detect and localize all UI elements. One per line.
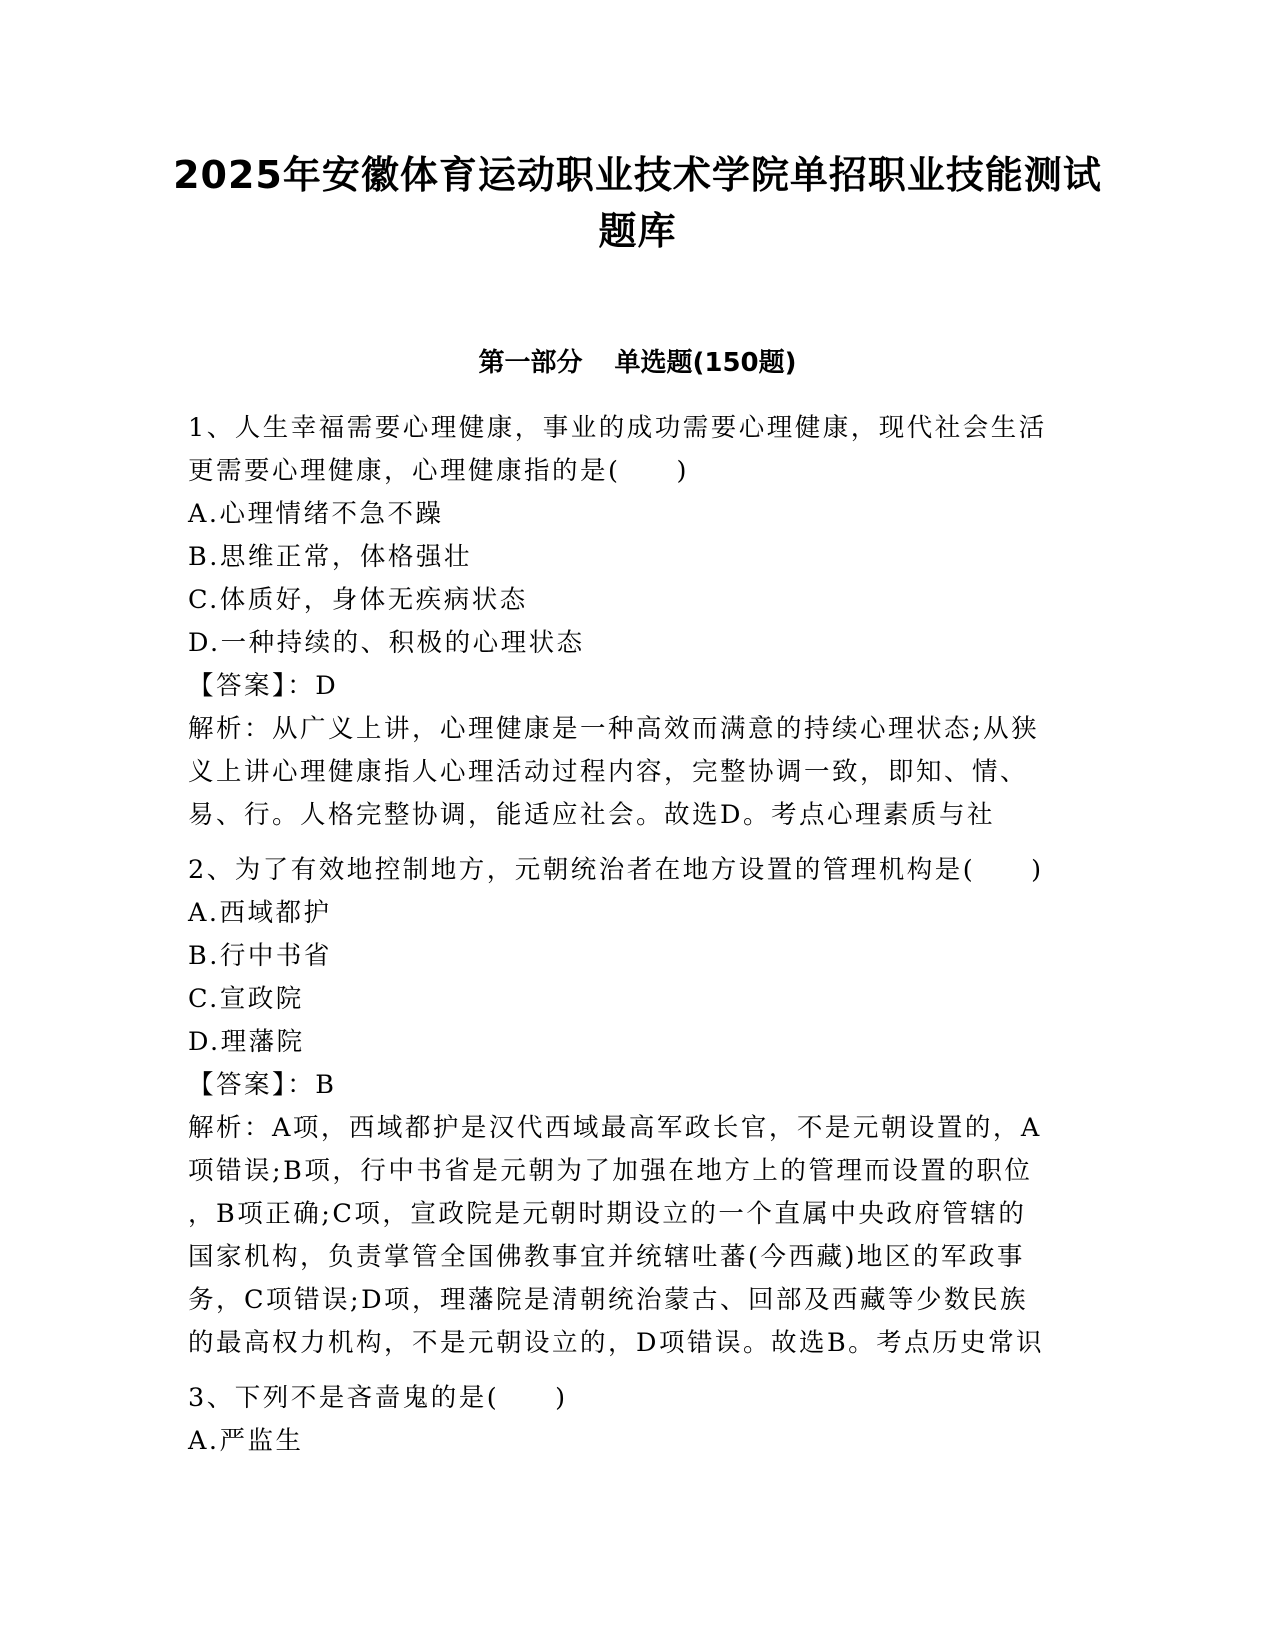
- analysis-text: 解析：A项，西域都护是汉代西域最高军政长官，不是元朝设置的，A: [188, 1113, 1042, 1143]
- question-block: [188, 407, 1088, 837]
- answer-option: C.宣政院: [188, 984, 304, 1014]
- question-list: [188, 407, 1088, 1475]
- analysis-text: 国家机构，负责掌管全国佛教事宜并统辖吐蕃(今西藏)地区的军政事: [188, 1242, 1025, 1272]
- answer-option: A.严监生: [188, 1426, 304, 1456]
- analysis-text: 的最高权力机构，不是元朝设立的，D项错误。故选B。考点历史常识: [188, 1328, 1045, 1358]
- analysis-text: 务，C项错误;D项，理藩院是清朝统治蒙古、回部及西藏等少数民族: [188, 1285, 1029, 1315]
- document-title: [160, 147, 1115, 259]
- answer-option: A.西域都护: [188, 898, 332, 928]
- analysis-text: 解析：从广义上讲，心理健康是一种高效而满意的持续心理状态;从狭: [188, 714, 1040, 744]
- answer-key: 【答案】：D: [188, 671, 339, 701]
- answer-option: B.思维正常，体格强壮: [188, 542, 472, 572]
- section-label: 单选题(150题): [614, 348, 797, 378]
- answer-option: B.行中书省: [188, 941, 332, 971]
- question-block: [188, 849, 1088, 1365]
- question-block: [188, 1377, 1088, 1463]
- analysis-text: 义上讲心理健康指人心理活动过程内容，完整协调一致，即知、情、: [188, 757, 1029, 787]
- section-name: 第一部分: [478, 348, 583, 378]
- section-title: [160, 346, 1115, 380]
- answer-option: A.心理情绪不急不躁: [188, 499, 444, 529]
- question-stem: 更需要心理健康，心理健康指的是( ): [188, 456, 689, 486]
- question-stem: 1、人生幸福需要心理健康，事业的成功需要心理健康，现代社会生活: [188, 413, 1047, 443]
- document-title-line-1: 2025年安徽体育运动职业技术学院单招职业技能测试: [173, 153, 1102, 197]
- analysis-text: 项错误;B项，行中书省是元朝为了加强在地方上的管理而设置的职位: [188, 1156, 1033, 1186]
- answer-option: C.体质好，身体无疾病状态: [188, 585, 528, 615]
- answer-option: D.理藩院: [188, 1027, 305, 1057]
- answer-key: 【答案】：B: [188, 1070, 337, 1100]
- question-stem: 3、下列不是吝啬鬼的是( ): [188, 1383, 568, 1413]
- analysis-text: 易、行。人格完整协调，能适应社会。故选D。考点心理素质与社: [188, 800, 995, 830]
- document-title-line-2: 题库: [598, 209, 677, 253]
- answer-option: D.一种持续的、积极的心理状态: [188, 628, 585, 658]
- question-stem: 2、为了有效地控制地方，元朝统治者在地方设置的管理机构是( ): [188, 855, 1044, 885]
- analysis-text: ，B项正确;C项，宣政院是元朝时期设立的一个直属中央政府管辖的: [188, 1199, 1027, 1229]
